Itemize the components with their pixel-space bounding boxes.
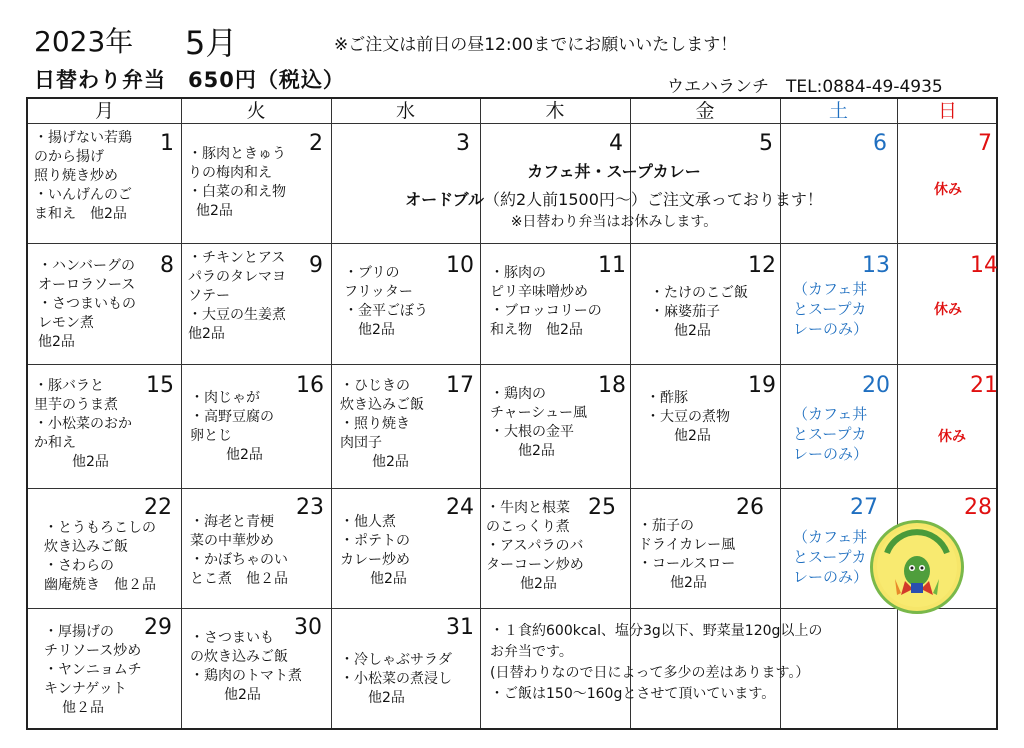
- weekday-fri: 金: [695, 100, 715, 122]
- day-number: 29: [144, 615, 172, 640]
- weekday-sun: 日: [937, 100, 957, 122]
- day-menu: ・酢豚 ・大豆の煮物 他2品: [646, 390, 730, 444]
- day-number: 24: [446, 495, 474, 520]
- closed-notice: ※日替わり弁当はお休みします。: [510, 214, 718, 230]
- weekday-sat: 土: [828, 100, 848, 122]
- day-number: 31: [446, 615, 474, 640]
- day-number: 25: [588, 495, 616, 520]
- page-title: 日替わり弁当 650円（税込）: [34, 68, 345, 92]
- order-notice: ※ご注文は前日の昼12:00までにお願いいたします！: [334, 35, 738, 55]
- day-number: 6: [873, 131, 887, 156]
- weekday-tue: 火: [246, 100, 266, 122]
- day-menu: ・揚げない若鶏 のから揚げ 照り焼き炒め ・いんげんのご ま和え 他2品: [34, 130, 132, 222]
- day-number: 17: [446, 373, 474, 398]
- day-number: 22: [144, 495, 172, 520]
- day-number: 1: [160, 131, 174, 156]
- day-menu: ・ひじきの 炊き込みご飯 ・照り焼き 肉団子 他2品: [340, 378, 424, 470]
- day-number: 20: [862, 373, 890, 398]
- weekday-mon: 月: [94, 100, 114, 122]
- shop-contact: ウエハランチ TEL:0884-49-4935: [667, 77, 943, 97]
- day-number: 27: [850, 495, 878, 520]
- special-menu-title: カフェ丼・スープカレー: [527, 162, 701, 181]
- closed-label: 休み: [934, 302, 962, 318]
- day-number: 14: [970, 253, 998, 278]
- day-menu: ・牛肉と根菜 のこっくり煮 ・アスパラのバ ターコーン炒め 他2品: [486, 500, 584, 592]
- day-menu: ・他人煮 ・ポテトの カレー炒め 他2品: [340, 514, 410, 587]
- month: 5月: [185, 24, 238, 62]
- day-number: 18: [598, 373, 626, 398]
- day-number: 12: [748, 253, 776, 278]
- day-menu: ・冷しゃぶサラダ ・小松菜の煮浸し 他2品: [340, 652, 452, 706]
- day-number: 7: [978, 131, 992, 156]
- day-number: 11: [598, 253, 626, 278]
- day-menu: ・肉じゃが ・高野豆腐の 卵とじ 他2品: [190, 390, 274, 463]
- day-number: 3: [456, 131, 470, 156]
- day-number: 2: [309, 131, 323, 156]
- day-number: 5: [759, 131, 773, 156]
- day-menu: ・豚バラと 里芋のうま煮 ・小松菜のおか か和え 他2品: [34, 378, 132, 470]
- day-number: 10: [446, 253, 474, 278]
- day-number: 9: [309, 253, 323, 278]
- day-menu: ・茄子の ドライカレー風 ・コールスロー 他2品: [638, 518, 736, 591]
- day-number: 8: [160, 253, 174, 278]
- day-menu: ・鶏肉の チャーシュー風 ・大根の金平 他2品: [490, 386, 588, 459]
- day-menu: ・チキンとアス パラのタレマヨ ソテー ・大豆の生姜煮 他2品: [188, 250, 286, 342]
- weekday-wed: 水: [395, 100, 415, 122]
- day-number: 16: [296, 373, 324, 398]
- cafe-only-note: （カフェ丼 とスープカ レーのみ）: [793, 528, 869, 586]
- day-menu: ・とうもろこしの 炊き込みご飯 ・さわらの 幽庵焼き 他２品: [44, 520, 156, 593]
- closed-label: 休み: [938, 429, 966, 445]
- vegetable-menu-logo-icon: [870, 520, 964, 614]
- day-menu: ・豚肉の ピリ辛味噌炒め ・ブロッコリーの 和え物 他2品: [490, 265, 602, 338]
- day-number: 26: [736, 495, 764, 520]
- day-number: 30: [294, 615, 322, 640]
- day-number: 23: [296, 495, 324, 520]
- closed-label: 休み: [934, 182, 962, 198]
- day-number: 4: [609, 131, 623, 156]
- day-menu: ・豚肉ときゅう りの梅肉和え ・白菜の和え物 他2品: [188, 146, 286, 219]
- day-menu: ・海老と青梗 菜の中華炒め ・かぼちゃのい とこ煮 他２品: [190, 514, 288, 587]
- day-menu: ・厚揚げの チリソース炒め ・ヤンニョムチ キンナゲット 他２品: [44, 624, 142, 716]
- cafe-only-note: （カフェ丼 とスープカ レーのみ）: [793, 405, 869, 463]
- day-number: 21: [970, 373, 998, 398]
- day-number: 28: [964, 495, 992, 520]
- day-menu: ・ハンバーグの オーロラソース ・さつまいもの レモン煮 他2品: [38, 258, 136, 350]
- day-number: 13: [862, 253, 890, 278]
- weekday-thu: 木: [545, 100, 565, 122]
- nutrition-note: ・１食約600kcal、塩分3g以下、野菜量120g以上の お弁当です。 (日替わりなので日によって多少の差はあります。） ・ご飯は150～160gとさせて頂いています。: [490, 623, 823, 702]
- day-number: 15: [146, 373, 174, 398]
- day-number: 19: [748, 373, 776, 398]
- day-menu: ・さつまいも の炊き込みご飯 ・鶏肉のトマト煮 他2品: [190, 630, 302, 703]
- day-menu: ・たけのこご飯 ・麻婆茄子 他2品: [650, 285, 748, 339]
- calendar: [26, 97, 998, 730]
- year: 2023年: [34, 25, 134, 58]
- cafe-only-note: （カフェ丼 とスープカ レーのみ）: [793, 280, 869, 338]
- hors-doeuvre-notice: オードブル（約2人前1500円～）ご注文承っております！: [405, 190, 823, 209]
- day-menu: ・ブリの フリッター ・金平ごぼう 他2品: [344, 265, 428, 338]
